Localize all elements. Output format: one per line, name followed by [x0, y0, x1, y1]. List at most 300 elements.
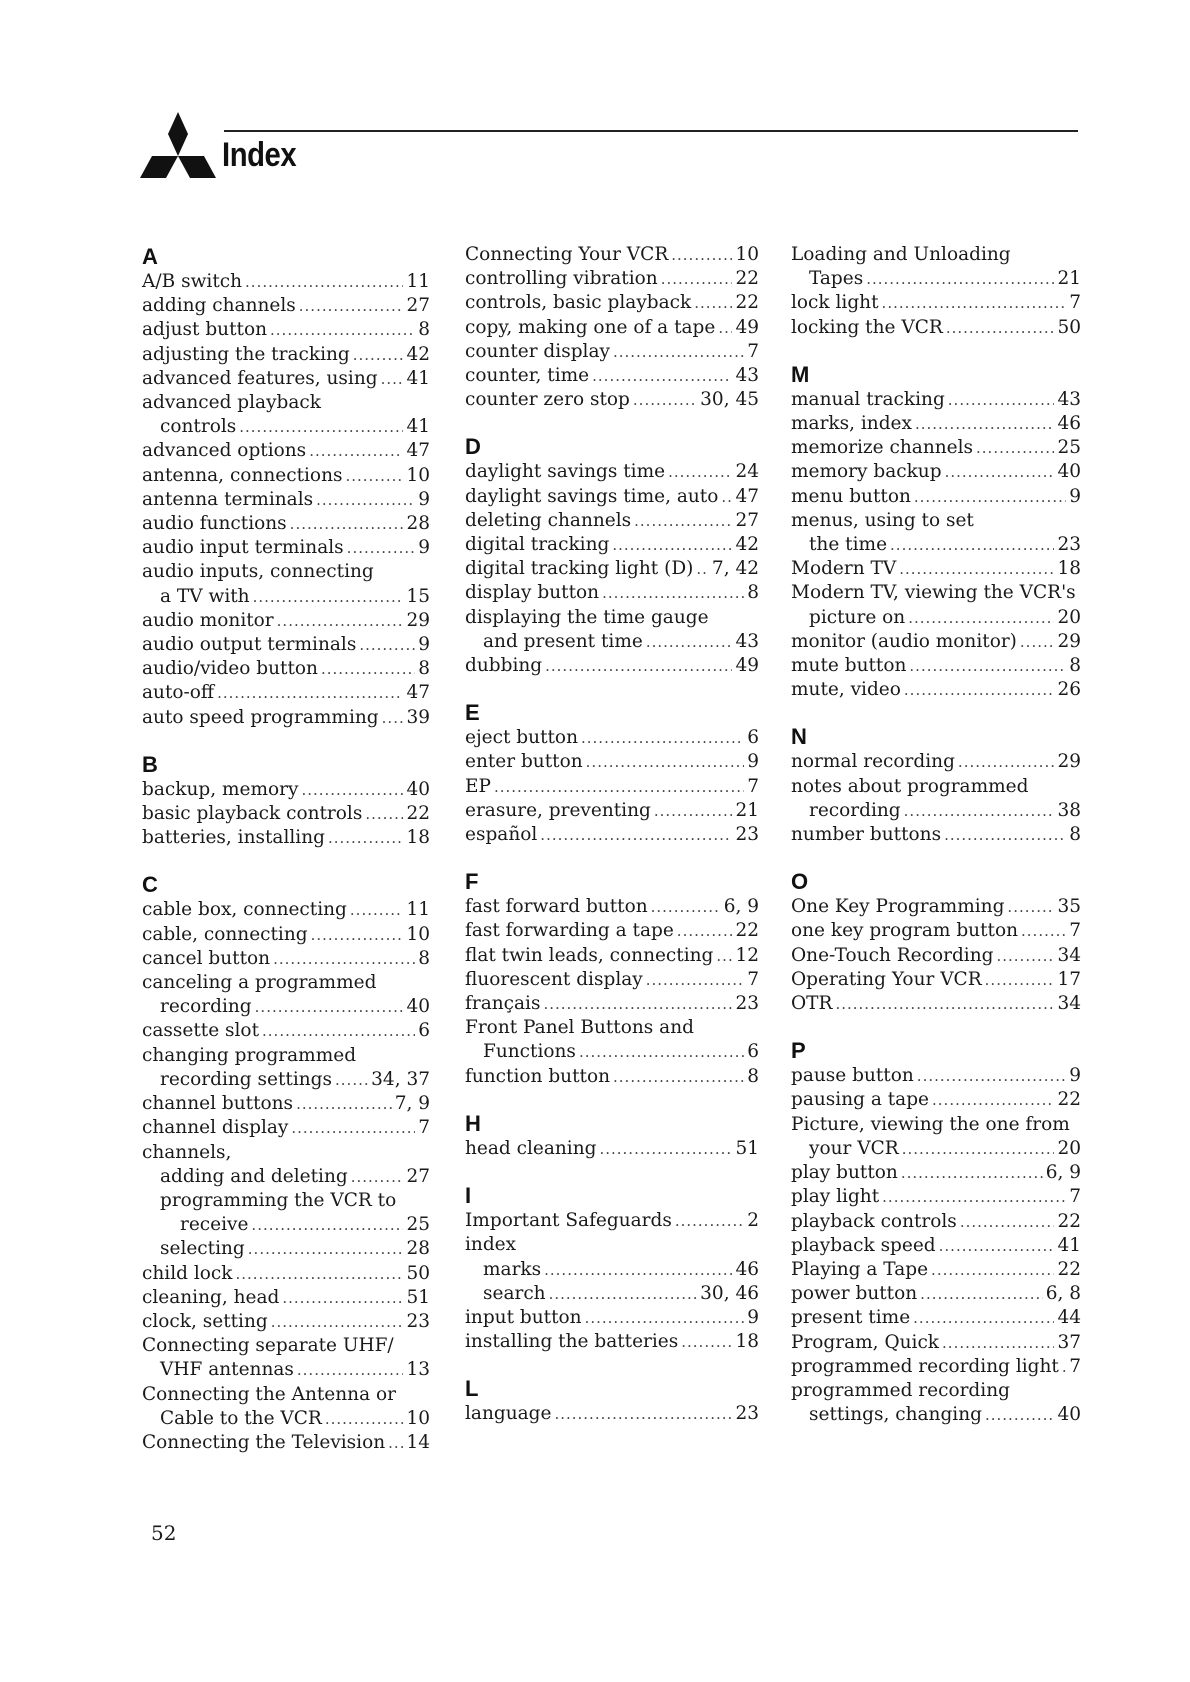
index-entry: [142, 318, 430, 342]
dot-leader: [1020, 630, 1055, 654]
dot-leader: [613, 1065, 744, 1089]
entry-text: clock, setting: [142, 1310, 268, 1332]
dot-leader: [299, 294, 404, 318]
entry-page: 9: [418, 537, 430, 559]
dot-leader: [277, 609, 404, 633]
dot-leader: [976, 436, 1054, 460]
entry-page: 7: [418, 1117, 430, 1139]
dot-leader: [253, 585, 404, 609]
entry-text: number buttons: [791, 824, 942, 846]
entry-page: 30, 46: [700, 1282, 759, 1304]
dot-leader: [946, 316, 1055, 340]
index-entry: [142, 585, 430, 609]
entry-page: 34: [1057, 993, 1081, 1015]
index-entry: [791, 485, 1081, 509]
entry-text: cleaning, head: [142, 1286, 280, 1308]
dot-leader: [239, 415, 403, 439]
index-entry: [791, 654, 1081, 678]
dot-leader: [915, 412, 1055, 436]
entry-page: 29: [1057, 751, 1081, 773]
dot-leader: [382, 706, 404, 730]
dot-leader: [1007, 895, 1054, 919]
index-entry: [465, 944, 759, 968]
entry-text: antenna, connections: [142, 464, 343, 486]
index-entry: [791, 1137, 1081, 1161]
dot-leader: [948, 388, 1055, 412]
entry-text: auto speed programming: [142, 706, 379, 728]
entry-page: 22: [735, 268, 759, 290]
entry-page: 46: [1057, 413, 1081, 435]
index-entry: [465, 1258, 759, 1282]
three-diamond-logo-icon: [138, 110, 218, 178]
dot-leader: [716, 944, 732, 968]
entry-page: 44: [1057, 1307, 1081, 1329]
entry-page: 22: [1057, 1089, 1081, 1111]
index-section: [791, 243, 1081, 340]
index-entry: [791, 775, 1081, 799]
entry-text: channel display: [142, 1117, 289, 1139]
dot-leader: [291, 1116, 415, 1140]
entry-text: settings, changing: [809, 1404, 982, 1426]
dot-leader: [996, 944, 1054, 968]
entry-page: 8: [747, 582, 759, 604]
dot-leader: [866, 267, 1054, 291]
entry-text: antenna terminals: [142, 488, 314, 510]
entry-text: audio output terminals: [142, 634, 357, 656]
index-entry: [142, 391, 430, 415]
index-entry: [142, 1237, 430, 1261]
entry-page: 37: [1057, 1331, 1081, 1353]
entry-text: cable, connecting: [142, 923, 308, 945]
dot-leader: [381, 367, 404, 391]
index-entry: [465, 388, 759, 412]
index-section: [465, 1182, 759, 1354]
entry-text: marks: [483, 1258, 542, 1280]
dot-leader: [694, 291, 732, 315]
dot-leader: [677, 919, 733, 943]
index-entry: [142, 367, 430, 391]
entry-page: 41: [1057, 1234, 1081, 1256]
dot-leader: [347, 536, 416, 560]
index-entry: [142, 294, 430, 318]
index-section: [791, 723, 1081, 847]
index-entry: [465, 1040, 759, 1064]
entry-page: 14: [406, 1431, 430, 1453]
index-column-2: [465, 243, 759, 1448]
entry-text: your VCR: [809, 1137, 899, 1159]
dot-leader: [543, 992, 732, 1016]
dot-leader: [668, 460, 732, 484]
entry-page: 8: [418, 658, 430, 680]
index-entry: [791, 750, 1081, 774]
entry-text: dubbing: [465, 655, 543, 677]
entry-page: 23: [735, 993, 759, 1015]
dot-leader: [908, 606, 1054, 630]
entry-page: 28: [406, 513, 430, 535]
index-entry: [142, 1262, 430, 1286]
index-entry: [142, 464, 430, 488]
entry-text: One-Touch Recording: [791, 944, 994, 966]
entry-page: 25: [406, 1214, 430, 1236]
dot-leader: [958, 750, 1055, 774]
entry-page: 50: [1057, 316, 1081, 338]
section-letter: L: [465, 1376, 479, 1402]
dot-leader: [251, 1213, 403, 1237]
dot-leader: [696, 557, 709, 581]
index-entry: [791, 1306, 1081, 1330]
dot-leader: [985, 968, 1055, 992]
entry-text: search: [483, 1282, 546, 1304]
entry-page: 47: [406, 440, 430, 462]
entry-page: 6: [747, 1041, 759, 1063]
dot-leader: [944, 823, 1066, 847]
entry-text: pausing a tape: [791, 1089, 930, 1111]
index-entry: [465, 1233, 759, 1257]
entry-page: 10: [406, 923, 430, 945]
index-entry: [791, 1282, 1081, 1306]
dot-leader: [235, 1262, 403, 1286]
entry-text: OTR: [791, 993, 833, 1015]
entry-page: 38: [1057, 799, 1081, 821]
index-entry: [791, 1258, 1081, 1282]
entry-text: memorize channels: [791, 437, 974, 459]
dot-leader: [586, 750, 745, 774]
index-entry: [465, 1330, 759, 1354]
page-title: Index: [222, 136, 297, 174]
entry-text: cable box, connecting: [142, 899, 347, 921]
index-entry: [791, 412, 1081, 436]
index-entry: [465, 1402, 759, 1426]
entry-text: One Key Programming: [791, 896, 1005, 918]
entry-text: audio functions: [142, 513, 287, 535]
entry-page: 22: [406, 803, 430, 825]
entry-text: programmed recording: [791, 1379, 1010, 1401]
index-entry: [791, 291, 1081, 315]
entry-text: fast forwarding a tape: [465, 920, 674, 942]
index-entry: [465, 630, 759, 654]
index-entry: [142, 971, 430, 995]
index-entry: [465, 509, 759, 533]
entry-page: 12: [735, 944, 759, 966]
dot-leader: [581, 726, 744, 750]
entry-text: displaying the time gauge: [465, 606, 709, 628]
section-letter: C: [142, 872, 158, 898]
entry-text: channels,: [142, 1141, 232, 1163]
page-header: [138, 110, 1078, 182]
dot-leader: [270, 318, 415, 342]
entry-page: 10: [406, 1407, 430, 1429]
index-entry: [791, 1088, 1081, 1112]
index-entry: [142, 1092, 430, 1116]
index-entry: [465, 1306, 759, 1330]
index-entry: [142, 1141, 430, 1165]
dot-leader: [1021, 919, 1066, 943]
index-entry: [142, 826, 430, 850]
index-entry: [142, 488, 430, 512]
entry-page: 18: [406, 827, 430, 849]
dot-leader: [932, 1088, 1054, 1112]
dot-leader: [592, 364, 732, 388]
entry-text: channel buttons: [142, 1093, 294, 1115]
entry-text: Operating Your VCR: [791, 968, 982, 990]
entry-text: Loading and Unloading: [791, 244, 1011, 265]
entry-page: 8: [418, 947, 430, 969]
section-letter: F: [465, 869, 479, 895]
section-letter: M: [791, 361, 810, 387]
entry-text: changing programmed: [142, 1044, 357, 1066]
entry-page: 27: [406, 295, 430, 317]
dot-leader: [248, 1237, 404, 1261]
dot-leader: [388, 1431, 403, 1455]
dot-leader: [902, 1137, 1055, 1161]
index-entry: [791, 968, 1081, 992]
entry-text: language: [465, 1403, 552, 1425]
dot-leader: [835, 992, 1054, 1016]
index-entry: [465, 895, 759, 919]
entry-page: 49: [735, 316, 759, 338]
index-entry: [791, 388, 1081, 412]
entry-text: menus, using to set: [791, 509, 974, 531]
entry-page: 40: [1057, 1404, 1081, 1426]
entry-text: batteries, installing: [142, 827, 325, 849]
index-entry: [791, 1403, 1081, 1427]
index-entry: [465, 267, 759, 291]
dot-leader: [554, 1402, 732, 1426]
dot-leader: [602, 581, 744, 605]
dot-leader: [633, 388, 697, 412]
dot-leader: [920, 1282, 1043, 1306]
index-entry: [791, 243, 1081, 267]
entry-page: 49: [735, 655, 759, 677]
entry-page: 9: [1069, 1065, 1081, 1087]
entry-page: 7: [1069, 920, 1081, 942]
index-section: [791, 1037, 1081, 1427]
index-entry: [465, 775, 759, 799]
index-entry: [465, 654, 759, 678]
entry-text: adding and deleting: [160, 1165, 348, 1187]
entry-text: Modern TV: [791, 558, 897, 580]
entry-text: digital tracking light (D): [465, 558, 694, 580]
dot-leader: [540, 823, 732, 847]
entry-text: canceling a programmed: [142, 972, 377, 994]
index-entry: [142, 439, 430, 463]
dot-leader: [350, 898, 404, 922]
index-entry: [791, 919, 1081, 943]
dot-leader: [671, 243, 732, 267]
index-entry: [791, 1331, 1081, 1355]
entry-page: 22: [1057, 1258, 1081, 1280]
index-entry: [791, 316, 1081, 340]
dot-leader: [882, 291, 1067, 315]
index-entry: [791, 1064, 1081, 1088]
entry-text: memory backup: [791, 461, 942, 483]
entry-text: picture on: [809, 606, 906, 628]
dot-leader: [939, 1234, 1055, 1258]
entry-page: 43: [735, 365, 759, 387]
entry-text: cancel button: [142, 947, 271, 969]
index-entry: [791, 799, 1081, 823]
index-entry: [465, 316, 759, 340]
dot-leader: [245, 270, 403, 294]
section-letter: E: [465, 700, 480, 726]
entry-text: notes about programmed: [791, 775, 1029, 797]
index-entry: [465, 726, 759, 750]
dot-leader: [654, 799, 733, 823]
index-entry: [465, 968, 759, 992]
entry-text: a TV with: [160, 585, 250, 607]
entry-page: 47: [406, 682, 430, 704]
index-entry: [142, 1116, 430, 1140]
entry-page: 15: [406, 585, 430, 607]
entry-text: controls, basic playback: [465, 292, 692, 314]
index-entry: [142, 923, 430, 947]
entry-text: input button: [465, 1306, 582, 1328]
entry-page: 29: [1057, 630, 1081, 652]
index-entry: [791, 533, 1081, 557]
section-letter: I: [465, 1183, 472, 1209]
entry-text: advanced options: [142, 440, 307, 462]
index-entry: [142, 1383, 430, 1407]
dot-leader: [899, 557, 1054, 581]
entry-page: 10: [406, 464, 430, 486]
entry-page: 21: [735, 799, 759, 821]
index-entry: [465, 1282, 759, 1306]
entry-text: basic playback controls: [142, 803, 363, 825]
entry-text: mute button: [791, 655, 907, 677]
dot-leader: [942, 1331, 1054, 1355]
index-entry: [142, 706, 430, 730]
entry-text: audio inputs, connecting: [142, 561, 374, 583]
entry-text: head cleaning: [465, 1137, 597, 1159]
index-entry: [142, 536, 430, 560]
dot-leader: [721, 485, 732, 509]
dot-leader: [345, 464, 403, 488]
entry-text: erasure, preventing: [465, 799, 651, 821]
entry-text: copy, making one of a tape: [465, 316, 716, 338]
entry-text: Picture, viewing the one from: [791, 1113, 1070, 1135]
entry-page: 8: [418, 319, 430, 341]
dot-leader: [282, 1286, 403, 1310]
dot-leader: [917, 1064, 1066, 1088]
entry-text: VHF antennas: [160, 1359, 294, 1381]
entry-text: audio monitor: [142, 609, 274, 631]
dot-leader: [296, 1092, 392, 1116]
entry-page: 50: [406, 1262, 430, 1284]
dot-leader: [646, 630, 733, 654]
entry-text: advanced features, using: [142, 367, 378, 389]
entry-text: Front Panel Buttons and: [465, 1017, 694, 1039]
index-section: [465, 1375, 759, 1426]
index-entry: [465, 919, 759, 943]
entry-page: 6, 9: [1045, 1162, 1081, 1184]
entry-text: counter, time: [465, 365, 590, 387]
entry-text: selecting: [160, 1238, 245, 1260]
dot-leader: [311, 923, 404, 947]
index-entry: [142, 657, 430, 681]
index-entry: [465, 557, 759, 581]
entry-text: EP: [465, 775, 491, 797]
entry-page: 7: [1069, 292, 1081, 314]
entry-page: 41: [406, 416, 430, 438]
entry-text: Tapes: [809, 268, 864, 290]
entry-text: normal recording: [791, 751, 955, 773]
entry-page: 26: [1057, 679, 1081, 701]
entry-text: Connecting separate UHF/: [142, 1335, 394, 1357]
entry-page: 13: [406, 1359, 430, 1381]
entry-page: 6: [747, 727, 759, 749]
entry-page: 18: [735, 1331, 759, 1353]
index-entry: [142, 1189, 430, 1213]
entry-page: 22: [735, 920, 759, 942]
entry-page: 17: [1057, 968, 1081, 990]
index-entry: [791, 1113, 1081, 1137]
index-section: [142, 243, 430, 730]
index-entry: [465, 340, 759, 364]
entry-text: A/B switch: [142, 271, 243, 292]
index-entry: [791, 1379, 1081, 1403]
entry-page: 9: [418, 634, 430, 656]
entry-page: 23: [1057, 534, 1081, 556]
entry-text: audio input terminals: [142, 537, 344, 559]
entry-page: 51: [406, 1286, 430, 1308]
index-entry: [142, 1431, 430, 1455]
index-entry: [791, 1210, 1081, 1234]
index-entry: [142, 1068, 430, 1092]
entry-page: 39: [406, 706, 430, 728]
index-entry: [791, 436, 1081, 460]
entry-text: child lock: [142, 1262, 233, 1284]
index-entry: [791, 460, 1081, 484]
index-entry: [142, 995, 430, 1019]
index-entry: [465, 533, 759, 557]
index-entry: [791, 992, 1081, 1016]
entry-text: monitor (audio monitor): [791, 630, 1017, 652]
dot-leader: [904, 678, 1055, 702]
entry-text: français: [465, 993, 541, 1015]
entry-text: Playing a Tape: [791, 1258, 929, 1280]
entry-page: 11: [406, 271, 430, 292]
index-entry: [791, 1355, 1081, 1379]
index-section: [465, 699, 759, 847]
entry-page: 28: [406, 1238, 430, 1260]
index-entry: [142, 1286, 430, 1310]
dot-leader: [945, 460, 1055, 484]
index-entry: [465, 750, 759, 774]
index-entry: [465, 799, 759, 823]
entry-page: 30, 45: [700, 389, 759, 411]
index-entry: [791, 823, 1081, 847]
dot-leader: [718, 316, 732, 340]
entry-text: recording: [809, 799, 901, 821]
index-entry: [142, 1358, 430, 1382]
entry-page: 6, 9: [723, 896, 759, 918]
entry-page: 25: [1057, 437, 1081, 459]
entry-text: adding channels: [142, 295, 296, 317]
entry-text: advanced playback: [142, 392, 321, 414]
entry-text: Functions: [483, 1041, 576, 1063]
entry-page: 34: [1057, 944, 1081, 966]
dot-leader: [297, 1358, 404, 1382]
index-section: [791, 868, 1081, 1016]
entry-page: 9: [1069, 485, 1081, 507]
index-entry: [142, 415, 430, 439]
entry-text: Modern TV, viewing the VCR's: [791, 582, 1076, 604]
entry-text: pause button: [791, 1065, 914, 1087]
entry-page: 7: [747, 968, 759, 990]
entry-text: eject button: [465, 727, 578, 749]
entry-text: mute, video: [791, 679, 901, 701]
entry-page: 10: [735, 244, 759, 265]
